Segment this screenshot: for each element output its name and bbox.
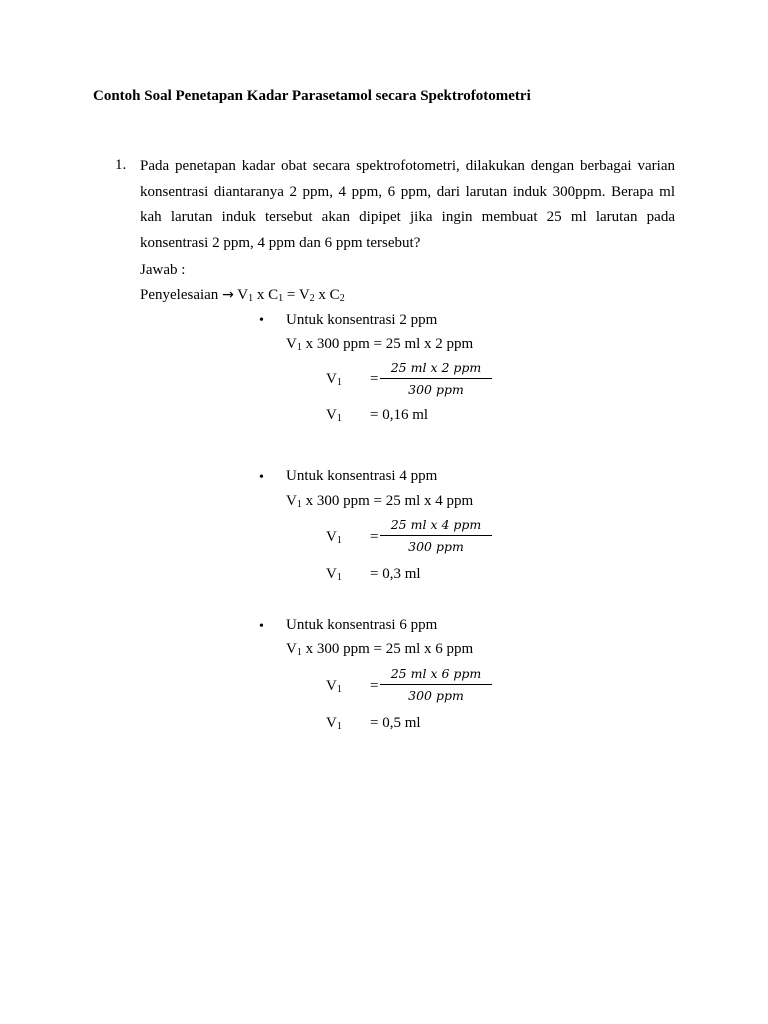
case-equation: $V_1$ x 300 ppm = 25 ml x 4 ppm — [286, 493, 474, 510]
case-result: = 0,5 ml — [370, 715, 421, 731]
question-number: 1. — [115, 157, 127, 173]
fraction-numerator: 25 ml x 6 ppm — [390, 666, 482, 681]
case-result-label: $V_1$ — [326, 715, 342, 732]
case-equals: = — [370, 371, 379, 387]
case-fraction — [380, 517, 492, 555]
case-v-label: $V_1$ — [326, 371, 342, 388]
fraction-denominator: 300 ppm — [408, 688, 464, 703]
bullet-icon: • — [259, 313, 264, 328]
case-heading: Untuk konsentrasi 6 ppm — [286, 617, 438, 633]
case-v-label: $V_1$ — [326, 678, 342, 695]
formula-text: $V_1$ x $C_1 = V_2$ x $C_2$ — [237, 287, 345, 304]
case-v-label: $V_1$ — [326, 529, 342, 546]
page-title: Contoh Soal Penetapan Kadar Parasetamol secara Spektrofotometri — [93, 88, 531, 104]
case-equation: $V_1$ x 300 ppm = 25 ml x 6 ppm — [286, 641, 474, 658]
case-equals: = — [370, 529, 379, 545]
case-fraction — [380, 666, 492, 704]
case-equation: $V_1$ x 300 ppm = 25 ml x 2 ppm — [286, 336, 474, 353]
answer-label: Jawab : — [140, 262, 186, 278]
fraction-denominator: 300 ppm — [408, 539, 464, 554]
bullet-icon: • — [259, 470, 264, 485]
fraction-denominator: 300 ppm — [408, 382, 464, 397]
solution-label: Penyelesaian — [140, 287, 219, 303]
case-equals: = — [370, 678, 379, 694]
case-result-label: $V_1$ — [326, 407, 342, 424]
case-result-label: $V_1$ — [326, 566, 342, 583]
case-heading: Untuk konsentrasi 4 ppm — [286, 468, 438, 484]
case-fraction — [380, 360, 492, 398]
fraction-bar — [380, 684, 492, 685]
solution-formula-line — [140, 287, 345, 304]
fraction-bar — [380, 378, 492, 379]
arrow-icon: → — [222, 287, 234, 303]
fraction-bar — [380, 535, 492, 536]
case-result: = 0,3 ml — [370, 566, 421, 582]
fraction-numerator: 25 ml x 4 ppm — [390, 517, 482, 532]
case-result: = 0,16 ml — [370, 407, 429, 423]
case-heading: Untuk konsentrasi 2 ppm — [286, 312, 438, 328]
fraction-numerator: 25 ml x 2 ppm — [390, 360, 482, 375]
question-text: Pada penetapan kadar obat secara spektrofotometri, dilakukan dengan berbagai varian konsentrasi diantaranya 2 ppm, 4 ppm, 6 ppm, dari larutan induk 300ppm. Berapa ml kah larutan induk tersebut akan dipipet jika ingin membuat 25 ml larutan pada konsentrasi 2 ppm, 4 ppm dan 6 ppm tersebut? — [140, 158, 675, 251]
bullet-icon: • — [259, 619, 264, 634]
